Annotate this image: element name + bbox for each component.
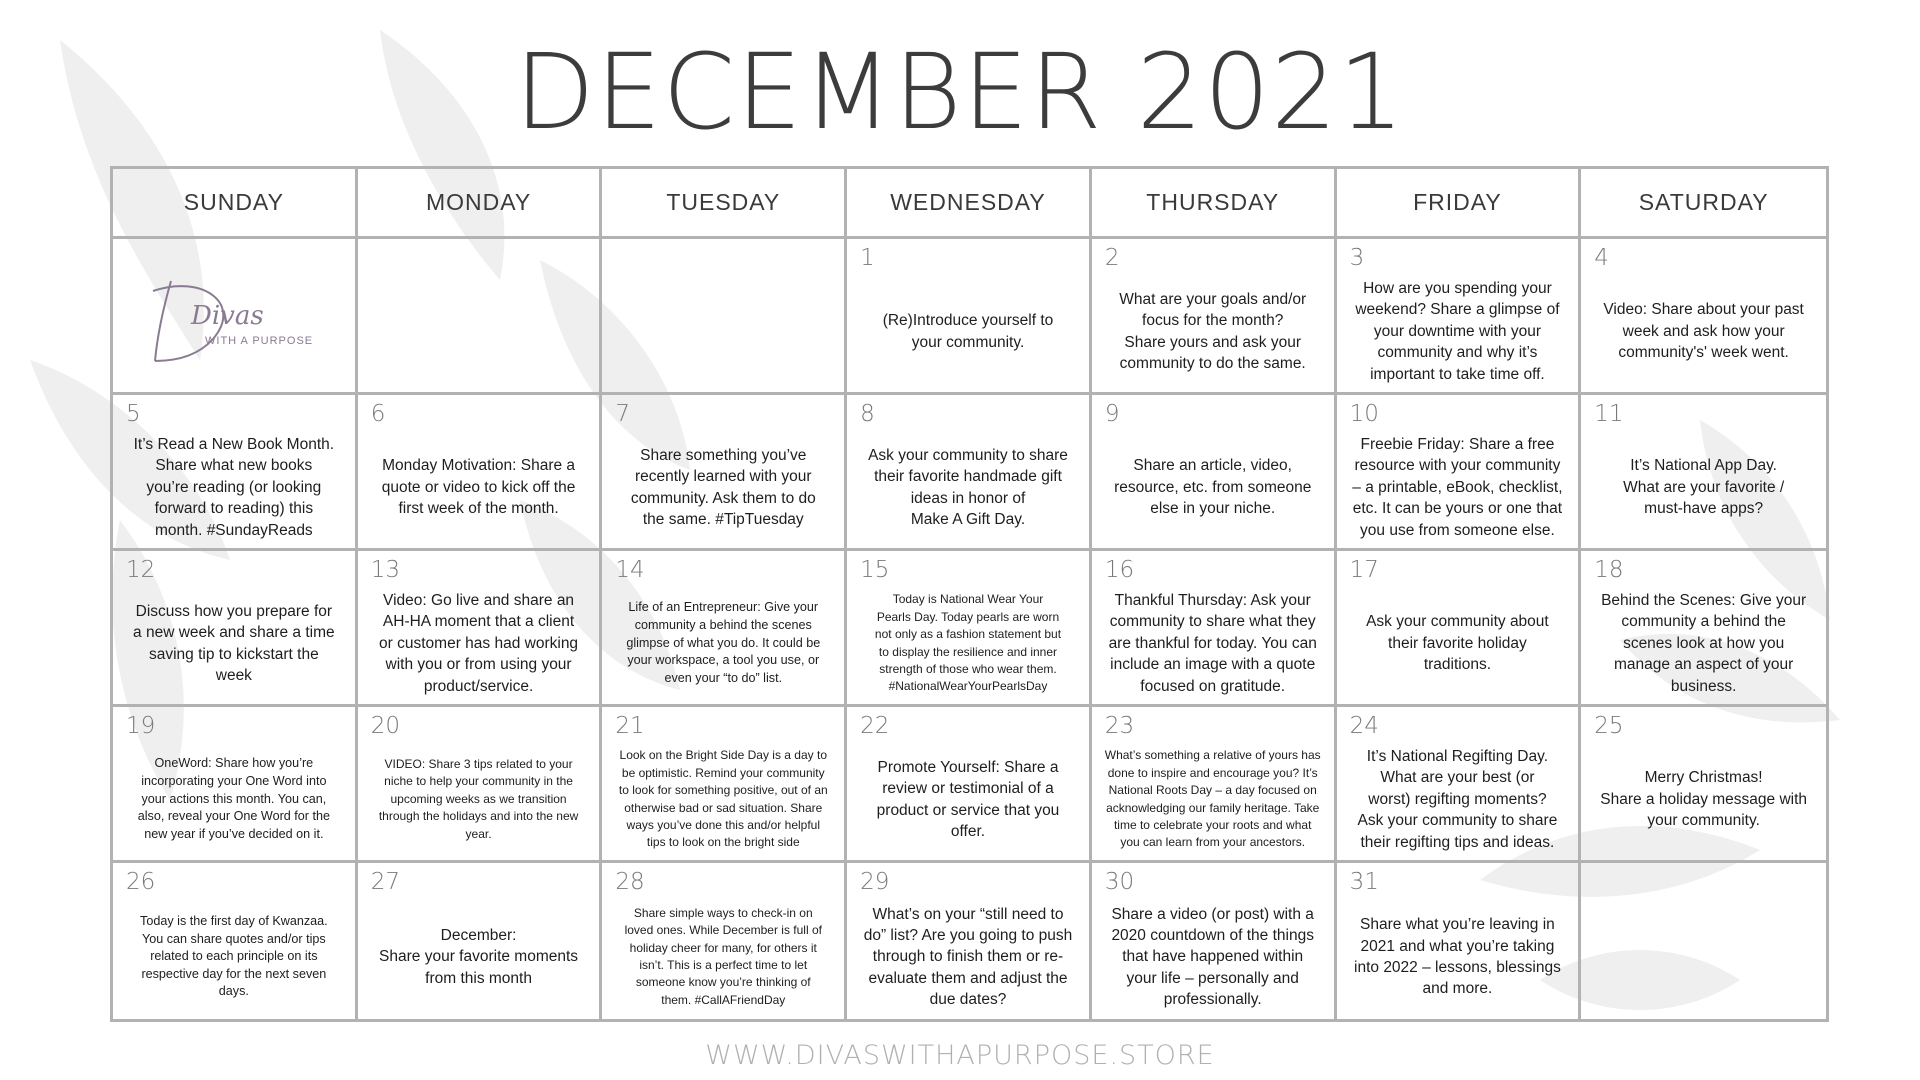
day-prompt-text: Share simple ways to check-in on loved ones. While December is full of holiday cheer for many, for others it isn’t. This is a perfect time to let someone know you’re thinking of them. #CallAFriendDay bbox=[624, 905, 822, 1007]
day-number: 23 bbox=[1104, 713, 1135, 739]
calendar-cell-day bbox=[847, 863, 1092, 1019]
day-number: 2 bbox=[1104, 245, 1120, 271]
day-prompt-text: Share a video (or post) with a 2020 countdown of the things that have happened within your life – personally and professionally. bbox=[1111, 905, 1314, 1009]
day-number: 31 bbox=[1349, 869, 1379, 895]
weekday-header-saturday: SATURDAY bbox=[1581, 169, 1826, 239]
day-prompt-text: Freebie Friday: Share a free resource with your community – a printable, eBook, checklist, etc. It can be yours or one that you use from someone else. bbox=[1352, 436, 1563, 539]
day-prompt-text: Ask your community to share their favorite handmade gift ideas in honor of Make A Gift Day. bbox=[868, 446, 1068, 528]
calendar-cell-day bbox=[1092, 551, 1337, 707]
calendar-cell-day bbox=[358, 551, 603, 707]
calendar-grid bbox=[110, 166, 1829, 1022]
day-prompt-text: It’s National App Day. What are your favorite / must-have apps? bbox=[1623, 457, 1785, 518]
day-number: 19 bbox=[126, 713, 156, 739]
calendar-cell-day bbox=[1092, 707, 1337, 863]
calendar-cell-day bbox=[1581, 395, 1826, 551]
day-number: 3 bbox=[1349, 245, 1365, 271]
day-prompt-text: Behind the Scenes: Give your community a behind the scenes look at how you manage an aspect of your business. bbox=[1601, 592, 1807, 695]
day-prompt-text: What’s on your “still need to do” list? Are you going to push through to finish them or re- evaluate them and adjust the due dates? bbox=[863, 905, 1073, 1009]
calendar-cell-day bbox=[358, 707, 603, 863]
calendar-cell-day bbox=[602, 707, 847, 863]
weekday-header-monday: MONDAY bbox=[358, 169, 603, 239]
calendar-cell-day bbox=[602, 863, 847, 1019]
calendar-cell-day bbox=[847, 551, 1092, 707]
day-prompt-text: Ask your community about their favorite holiday traditions. bbox=[1366, 613, 1549, 674]
calendar-cell-day bbox=[847, 239, 1092, 395]
calendar-cell-empty bbox=[113, 239, 358, 395]
calendar-cell-day bbox=[113, 707, 358, 863]
calendar-cell-day bbox=[1581, 239, 1826, 395]
day-prompt-text: December: Share your favorite moments from this month bbox=[379, 926, 579, 987]
day-number: 17 bbox=[1349, 557, 1379, 583]
day-number: 6 bbox=[370, 401, 386, 427]
day-number: 1 bbox=[860, 245, 875, 271]
day-prompt-text: Today is the first day of Kwanzaa. You can share quotes and/or tips related to each principle on its respective day for the next seven days. bbox=[140, 913, 328, 999]
day-number: 21 bbox=[615, 713, 645, 739]
day-prompt-text: Share what you’re leaving in 2021 and what you’re taking into 2022 – lessons, blessings and more. bbox=[1354, 916, 1561, 998]
day-prompt-text: Video: Go live and share an AH-HA moment that a client or customer has had working with you or from using your product/service. bbox=[379, 592, 579, 695]
calendar-cell-day bbox=[358, 395, 603, 551]
day-number: 8 bbox=[860, 401, 875, 427]
day-number: 25 bbox=[1594, 713, 1624, 739]
day-number: 27 bbox=[370, 869, 400, 895]
day-prompt-text: Today is National Wear Your Pearls Day. Today pearls are worn not only as a fashion statement but to display the resilience and inner strength of those who wear them. #NationalWearYourPearlsDay bbox=[874, 592, 1062, 694]
day-prompt-text: Thankful Thursday: Ask your community to share what they are thankful for today. You can include an image with a quote focused on gratitude. bbox=[1108, 592, 1317, 695]
calendar-cell-day bbox=[602, 395, 847, 551]
day-prompt-text: Merry Christmas! Share a holiday message with your community. bbox=[1600, 769, 1808, 830]
day-number: 12 bbox=[126, 557, 156, 583]
day-number: 14 bbox=[615, 557, 645, 583]
day-prompt-text: OneWord: Share how you’re incorporating your One Word into your actions this month. You can, also, reveal your One Word for the new year if you’ve decided on it. bbox=[137, 756, 330, 841]
calendar-title: DECEMBER 2021 bbox=[514, 31, 1406, 153]
day-prompt-text: What’s something a relative of yours has done to inspire and encourage you? It’s National Roots Day – a day focused on acknowledging our family heritage. Take time to celebrate your roots and what you can learn from your ancestors. bbox=[1104, 748, 1321, 850]
logo-sub-text: WITH A PURPOSE bbox=[205, 335, 314, 347]
calendar-cell-empty bbox=[1581, 863, 1826, 1019]
day-number: 5 bbox=[126, 401, 141, 427]
day-prompt-text: What are your goals and/or focus for the month? Share yours and ask your community to do the same. bbox=[1119, 290, 1307, 372]
day-number: 9 bbox=[1104, 401, 1120, 427]
logo-main-text: Divas bbox=[191, 301, 264, 331]
day-prompt-text: How are you spending your weekend? Share a glimpse of your downtime with your community and why it’s important to take time off. bbox=[1355, 280, 1560, 383]
day-prompt-text: Promote Yourself: Share a review or testimonial of a product or service that you offer. bbox=[876, 758, 1060, 840]
calendar-cell-day bbox=[1092, 239, 1337, 395]
day-number: 20 bbox=[370, 713, 400, 739]
calendar-cell-day bbox=[1581, 707, 1826, 863]
weekday-header-friday: FRIDAY bbox=[1337, 169, 1582, 239]
footer-website-url: WWW.DIVASWITHAPURPOSE.STORE bbox=[705, 1040, 1215, 1071]
calendar-cell-empty bbox=[602, 239, 847, 395]
calendar-cell-day bbox=[1337, 395, 1582, 551]
day-number: 18 bbox=[1594, 557, 1624, 583]
calendar-cell-day bbox=[1337, 239, 1582, 395]
calendar-cell-empty bbox=[358, 239, 603, 395]
calendar-cell-day bbox=[847, 707, 1092, 863]
calendar-cell-day bbox=[1092, 395, 1337, 551]
calendar-cell-day bbox=[847, 395, 1092, 551]
day-number: 26 bbox=[126, 869, 156, 895]
day-prompt-text: It’s Read a New Book Month. Share what new books you’re reading (or looking forward to reading) this month. #SundayReads bbox=[133, 436, 335, 539]
day-prompt-text: Share an article, video, resource, etc. from someone else in your niche. bbox=[1114, 457, 1312, 518]
day-prompt-text: Video: Share about your past week and ask how your community's' week went. bbox=[1603, 301, 1804, 362]
calendar-cell-day bbox=[1337, 707, 1582, 863]
day-prompt-text: Look on the Bright Side Day is a day to be optimistic. Remind your community to look for something positive, out of an otherwise bad or sad situation. Share ways you’ve done this and/or helpful tips to look on the bright side bbox=[618, 748, 828, 850]
calendar-cell-day bbox=[113, 863, 358, 1019]
calendar-cell-day bbox=[113, 551, 358, 707]
calendar-cell-day bbox=[602, 551, 847, 707]
day-number: 22 bbox=[860, 713, 890, 739]
weekday-header-tuesday: TUESDAY bbox=[602, 169, 847, 239]
weekday-header-thursday: THURSDAY bbox=[1092, 169, 1337, 239]
day-number: 4 bbox=[1594, 245, 1609, 271]
day-number: 10 bbox=[1349, 401, 1379, 427]
calendar-cell-day bbox=[1337, 863, 1582, 1019]
day-number: 13 bbox=[370, 557, 400, 583]
calendar-cell-day bbox=[358, 863, 603, 1019]
day-number: 24 bbox=[1349, 713, 1379, 739]
day-number: 30 bbox=[1104, 869, 1135, 895]
day-number: 16 bbox=[1104, 557, 1135, 583]
day-number: 7 bbox=[615, 401, 631, 427]
weekday-header-wednesday: WEDNESDAY bbox=[847, 169, 1092, 239]
weekday-header-sunday: SUNDAY bbox=[113, 169, 358, 239]
day-prompt-text: (Re)Introduce yourself to your community. bbox=[882, 312, 1054, 351]
day-prompt-text: It’s National Regifting Day. What are your best (or worst) regifting moments? Ask your community to share their regifting tips and ideas. bbox=[1357, 748, 1558, 851]
calendar-cell-day bbox=[1581, 551, 1826, 707]
calendar-cell-day bbox=[113, 395, 358, 551]
day-number: 11 bbox=[1594, 401, 1624, 427]
day-prompt-text: Discuss how you prepare for a new week and share a time saving tip to kickstart the week bbox=[133, 602, 335, 684]
day-prompt-text: Monday Motivation: Share a quote or video to kick off the first week of the month. bbox=[381, 457, 576, 518]
day-number: 28 bbox=[615, 869, 645, 895]
day-prompt-text: Life of an Entrepreneur: Give your community a behind the scenes glimpse of what you do. It could be your workspace, a tool you use, or even your “to do” list. bbox=[626, 600, 821, 685]
day-prompt-text: VIDEO: Share 3 tips related to your niche to help your community in the upcoming weeks as we transition through the holidays and into the new year. bbox=[378, 757, 579, 841]
calendar-cell-day bbox=[1337, 551, 1582, 707]
calendar-cell-day bbox=[1092, 863, 1337, 1019]
day-prompt-text: Share something you’ve recently learned with your community. Ask them to do the same. #TipTuesday bbox=[630, 446, 816, 528]
day-number: 15 bbox=[860, 557, 890, 583]
day-number: 29 bbox=[860, 869, 890, 895]
